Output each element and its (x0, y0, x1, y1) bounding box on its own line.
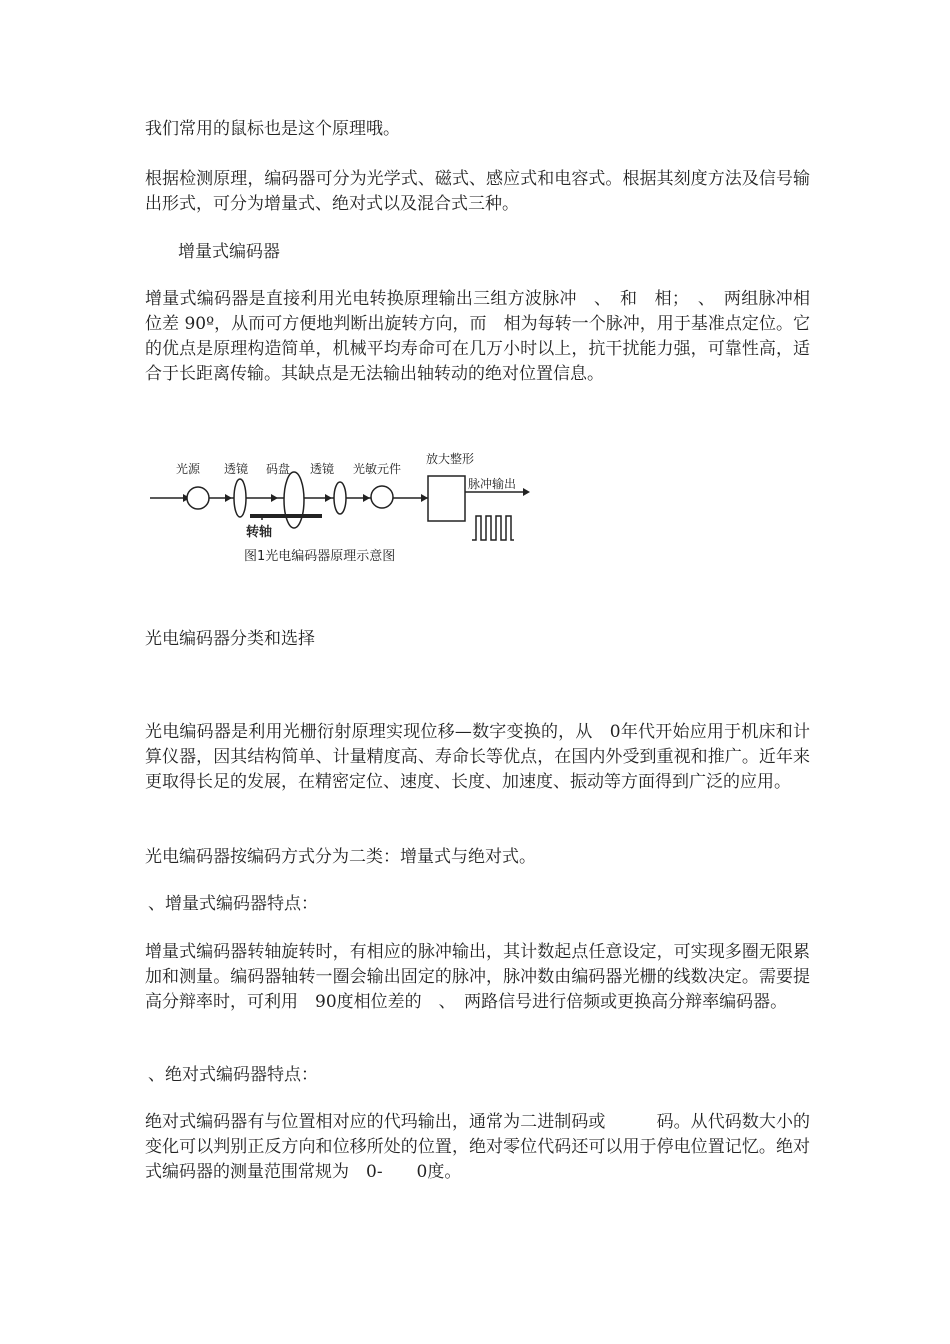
label-photo-element: 光敏元件 (353, 462, 402, 476)
paragraph-incremental-description: 增量式编码器是直接利用光电转换原理输出三组方波脉冲 、 和 相； 、 两组脉冲相位差 90º，从而可方便地判断出旋转方向，而 相为每转一个脉冲，用于基准点定位。它的优点是原理构造简单，机械平均寿命可在几万小时以上，抗干扰能力强，可靠性高，适合于长距离传输。其缺点是无法输出轴转动的绝对位置信息。 (145, 289, 810, 384)
square-wave (472, 516, 514, 540)
label-lens-2: 透镜 (310, 462, 335, 476)
paragraph-classification: 根据检测原理，编码器可分为光学式、磁式、感应式和电容式。根据其刻度方法及信号输出形式，可分为增量式、绝对式以及混合式三种。 (145, 169, 810, 214)
label-code-disc: 码盘 (266, 462, 291, 476)
arrow-4 (325, 494, 332, 502)
light-source-circle (187, 487, 209, 509)
paragraph-two-types: 光电编码器按编码方式分为二类：增量式与绝对式。 (145, 847, 536, 867)
heading-incremental-encoder: 增量式编码器 (178, 242, 280, 262)
amplifier-box (428, 476, 465, 521)
photo-element-circle (371, 486, 393, 508)
figure-caption: 图1光电编码器原理示意图 (244, 549, 396, 564)
paragraph-incremental-features: 增量式编码器转轴旋转时，有相应的脉冲输出，其计数起点任意设定，可实现多圈无限累加和测量。编码器轴转一圈会输出固定的脉冲，脉冲数由编码器光栅的线数决定。需要提高分辩率时，可利用 90度相位差的 、 两路信号进行倍频或更换高分辩率编码器。 (145, 942, 810, 1012)
heading-absolute-features: 、绝对式编码器特点： (148, 1065, 318, 1085)
paragraph-photoelectric-encoder: 光电编码器是利用光栅衍射原理实现位移—数字变换的，从 0年代开始应用于机床和计算仪器，因其结构简单、计量精度高、寿命长等优点，在国内外受到重视和推广。近年来更取得长足的发展，在精密定位、速度、长度、加速度、振动等方面得到广泛的应用。 (145, 722, 810, 792)
arrow-3 (271, 494, 278, 502)
lens-1-ellipse (234, 479, 246, 517)
paragraph-absolute-features: 绝对式编码器有与位置相对应的代玛输出，通常为二进制码或 码。从代码数大小的变化可以判别正反方向和位移所处的位置，绝对零位代码还可以用于停电位置记忆。绝对式编码器的测量范围常规为 0- 0度。 (145, 1112, 810, 1182)
encoder-diagram-svg (150, 448, 540, 573)
arrow-2 (225, 494, 232, 502)
encoder-principle-figure (150, 448, 540, 573)
label-pulse-output: 脉冲输出 (468, 477, 517, 491)
arrow-6 (421, 494, 428, 502)
label-light-source: 光源 (176, 462, 201, 476)
lens-2-ellipse (334, 482, 346, 514)
arrow-5 (363, 494, 370, 502)
paragraph-mouse: 我们常用的鼠标也是这个原理哦。 (145, 119, 400, 139)
code-disc-ellipse (284, 472, 304, 528)
heading-incremental-features: 、增量式编码器特点： (148, 894, 318, 914)
label-amplify: 放大整形 (426, 452, 475, 466)
heading-classification-selection: 光电编码器分类和选择 (145, 629, 315, 649)
label-lens-1: 透镜 (224, 462, 249, 476)
label-shaft: 转轴 (246, 525, 273, 540)
arrow-output (523, 488, 530, 496)
